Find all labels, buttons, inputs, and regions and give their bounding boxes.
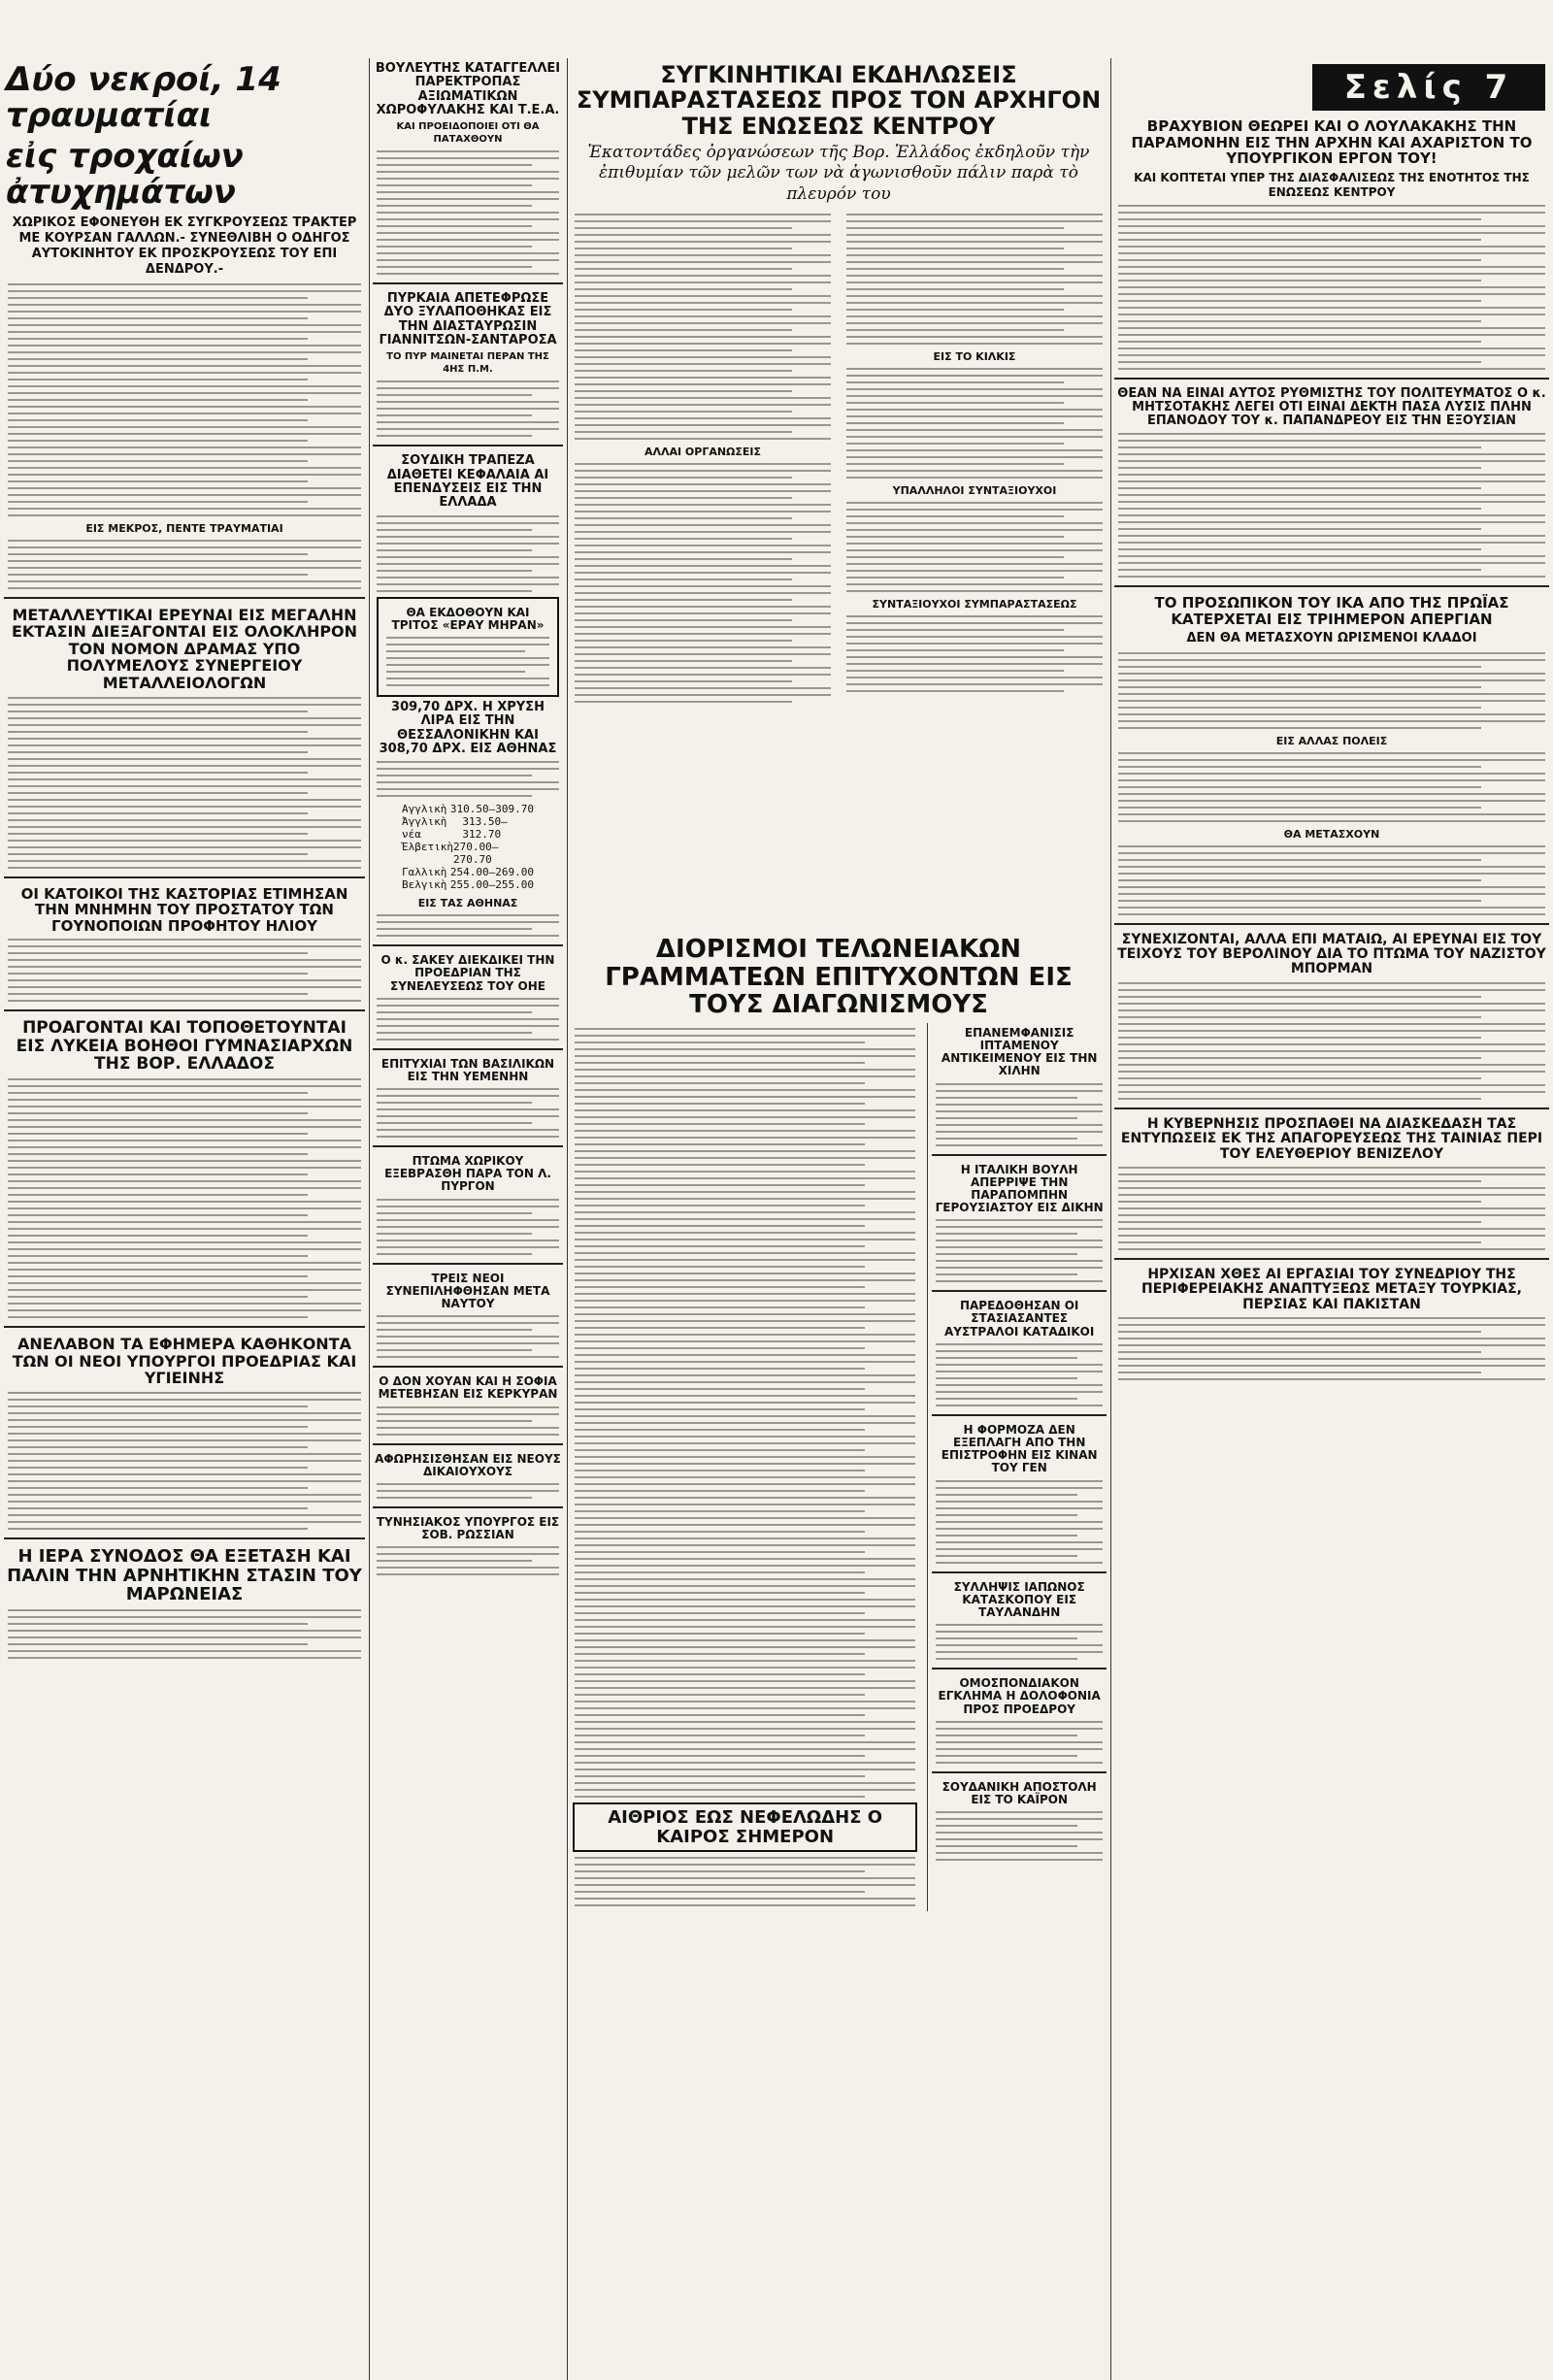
column-3: [571, 58, 1107, 922]
subheadline-support: Ἑκατοντάδες ὀργανώσεων τῆς Βορ. Ἑλλάδος ἐκδηλοῦν τὴν ἐπιθυμίαν τῶν μελῶν των νὰ ἀγωνισθοῦν πάλιν παρὰ τὸ πλευρόν του: [587, 143, 1090, 204]
headline-rcd-conference: ΗΡΧΙΣΑΝ ΧΘΕΣ ΑΙ ΕΡΓΑΣΙΑΙ ΤΟΥ ΣΥΝΕΔΡΙΟΥ ΤΗΣ ΠΕΡΙΦΕΡΕΙΑΚΗΣ ΑΝΑΠΤΥΞΕΩΣ ΜΕΤΑΞΥ ΤΟΥΡΚΙΑΣ, ΠΕΡΣΙΑΣ ΚΑΙ ΠΑΚΙΣΤΑΝ: [1141, 1266, 1522, 1312]
headline-accidents: εἰς τροχαίων ἀτυχημάτων: [6, 136, 244, 213]
headline-weather: ΑΙΘΡΙΟΣ ΕΩΣ ΝΕΦΕΛΩΔΗΣ Ο ΚΑΙΡΟΣ ΣΗΜΕΡΟΝ: [573, 1802, 917, 1853]
headline-kastoria: ΟΙ ΚΑΤΟΙΚΟΙ ΤΗΣ ΚΑΣΤΟΡΙΑΣ ΕΤΙΜΗΣΑΝ ΤΗΝ ΜΝΗΜΗΝ ΤΟΥ ΠΡΟΣΤΑΤΟΥ ΤΩΝ ΓΟΥΝΟΠΟΙΩΝ ΠΡΟΦΗΤΟΥ ΗΛΙΟΥ: [20, 884, 348, 935]
headline-sakey: Ο κ. ΣΑΚΕΥ ΔΙΕΚΔΙΚΕΙ ΤΗΝ ΠΡΟΕΔΡΙΑΝ ΤΗΣ ΣΥΝΕΛΕΥΣΕΩΣ ΤΟΥ ΟΗΕ: [380, 953, 555, 993]
headline-formosa: Η ΦΟΡΜΟΖΑ ΔΕΝ ΕΞΕΠΛΑΓΗ ΑΠΟ ΤΗΝ ΕΠΙΣΤΡΟΦΗΝ ΕΙΣ ΚΙΝΑΝ ΤΟΥ ΓΕΝ: [941, 1422, 1098, 1475]
headline-yemen: ΕΠΙΤΥΧΙΑΙ ΤΩΝ ΒΑΣΙΛΙΚΩΝ ΕΙΣ ΤΗΝ ΥΕΜΕΝΗΝ: [380, 1056, 555, 1083]
box-eray: [377, 597, 559, 697]
headline-mining: ΜΕΤΑΛΛΕΥΤΙΚΑΙ ΕΡΕΥΝΑΙ ΕΙΣ ΜΕΓΑΛΗΝ ΕΚΤΑΣΙΝ ΔΙΕΞΑΓΟΝΤΑΙ ΕΙΣ ΟΛΟΚΛΗΡΟΝ ΤΟΝ ΝΟΜΟΝ ΔΡΑΜΑΣ ΥΠΟ ΠΟΛΥΜΕΛΟΥΣ ΣΥΝΕΡΓΕΙΟΥ ΜΕΤΑΛΛΕΙΟΛΟΓΩΝ: [11, 605, 358, 692]
tag-kilkis: ΕΙΣ ΤΟ ΚΙΛΚΙΣ: [933, 349, 1016, 363]
tag-other-orgs: ΑΛΛΑΙ ΟΡΓΑΝΩΣΕΙΣ: [644, 445, 762, 458]
column-1: [4, 58, 365, 2380]
tag-civil-servants: ΥΠΑΛΛΗΛΟΙ ΣΥΝΤΑΞΙΟΥΧΟΙ: [892, 483, 1057, 497]
headline-australian-convicts: ΠΑΡΕΔΟΘΗΣΑΝ ΟΙ ΣΤΑΣΙΑΣΑΝΤΕΣ ΑΥΣΤΡΑΛΟΙ ΚΑΤΑΔΙΚΟΙ: [943, 1299, 1095, 1339]
column-4: [571, 932, 1107, 2380]
tag-other-cities: ΕΙΣ ΑΛΛΑΣ ΠΟΛΕΙΣ: [1275, 734, 1388, 747]
subheadline-ika: ΔΕΝ ΘΑ ΜΕΤΑΣΧΟΥΝ ΩΡΙΣΜΕΝΟΙ ΚΛΑΔΟΙ: [1186, 631, 1477, 646]
headline-federal-crime: ΟΜΟΣΠΟΝΔΙΑΚΟΝ ΕΓΚΛΗΜΑ Η ΔΟΛΟΦΟΝΙΑ ΠΡΟΣ ΠΡΟΕΔΡΟΥ: [938, 1676, 1101, 1716]
headline-ufo-chile: ΕΠΑΝΕΜΦΑΝΙΣΙΣ ΙΠΤΑΜΕΝΟΥ ΑΝΤΙΚΕΙΜΕΝΟΥ ΕΙΣ ΤΗΝ ΧΙΛΗΝ: [941, 1025, 1098, 1078]
tag-pensioners: ΣΥΝΤΑΞΙΟΥΧΟΙ ΣΥΜΠΑΡΑΣΤΑΣΕΩΣ: [872, 597, 1077, 611]
headline-venizelos-film: Η ΚΥΒΕΡΝΗΣΙΣ ΠΡΟΣΠΑΘΕΙ ΝΑ ΔΙΑΣΚΕΔΑΣΗ ΤΑΣ ΕΝΤΥΠΩΣΕΙΣ ΕΚ ΤΗΣ ΑΠΑΓΟΡΕΥΣΕΩΣ ΤΗΣ ΤΑΙΝΙΑΣ ΠΕΡΙ ΤΟΥ ΕΛΕΥΘΕΡΙΟΥ ΒΕΝΙΖΕΛΟΥ: [1120, 1115, 1543, 1162]
headline-eray: ΘΑ ΕΚΔΟΘΟΥΝ ΚΑΙ ΤΡΙΤΟΣ «ΕΡΑΥ ΜΗΡΑΝ»: [391, 605, 545, 632]
headline-fire: ΠΥΡΚΑΙΑ ΑΠΕΤΕΦΡΩΣΕ ΔΥΟ ΞΥΛΑΠΟΘΗΚΑΣ ΕΙΣ ΤΗΝ ΔΙΑΣΤΑΥΡΩΣΙΝ ΓΙΑΝΝΙΤΣΩΝ-ΣΑΝΤΑΡΟΣΑ: [379, 291, 557, 348]
subheadline-fire: ΤΟ ΠΥΡ ΜΑΙΝΕΤΑΙ ΠΕΡΑΝ ΤΗΣ 4ΗΣ Π.Μ.: [386, 351, 549, 375]
gold-row: Αγγλικὴ 310.50—309.70: [402, 803, 534, 816]
headline-italian-parliament: Η ΙΤΑΛΙΚΗ ΒΟΥΛΗ ΑΠΕΡΡΙΨΕ ΤΗΝ ΠΑΡΑΠΟΜΠΗΝ ΓΕΡΟΥΣΙΑΣΤΟΥ ΕΙΣ ΔΙΚΗΝ: [935, 1162, 1104, 1215]
subheadline-warning: ΚΑΙ ΠΡΟΕΙΔΟΠΟΙΕΙ ΟΤΙ ΘΑ ΠΑΤΑΧΘΟΥΝ: [396, 121, 540, 145]
headline-sudanese-mission: ΣΟΥΔΑΝΙΚΗ ΑΠΟΣΤΟΛΗ ΕΙΣ ΤΟ ΚΑΪΡΟΝ: [942, 1779, 1097, 1806]
headline-two-dead: Δύο νεκροί, 14 τραυματίαι: [6, 60, 281, 136]
column-5: [1114, 115, 1549, 2380]
headline-japanese-spy: ΣΥΛΛΗΨΙΣ ΙΑΠΩΝΟΣ ΚΑΤΑΣΚΟΠΟΥ ΕΙΣ ΤΑΥΛΑΝΔΗΝ: [953, 1579, 1085, 1619]
gold-row: Ἑλβετικὴ 270.00—270.70: [402, 841, 499, 867]
headline-three-youths: ΤΡΕΙΣ ΝΕΟΙ ΣΥΝΕΠΙΛΗΦΘΗΣΑΝ ΜΕΤΑ ΝΑΥΤΟΥ: [385, 1271, 550, 1310]
headline-swedish-bank: ΣΟΥΔΙΚΗ ΤΡΑΠΕΖΑ ΔΙΑΘΕΤΕΙ ΚΕΦΑΛΑΙΑ ΑΙ ΕΠΕΝΔΥΣΕΙΣ ΕΙΣ ΤΗΝ ΕΛΛΑΔΑ: [386, 453, 549, 511]
column-2: [373, 58, 563, 2380]
headline-customs: ΔΙΟΡΙΣΜΟΙ ΤΕΛΩΝΕΙΑΚΩΝ ΓΡΑΜΜΑΤΕΩΝ ΕΠΙΤΥΧΟΝΤΩΝ ΕΙΣ ΤΟΥΣ ΔΙΑΓΩΝΙΣΜΟΥΣ: [605, 935, 1073, 1020]
headline-ika-strike: ΤΟ ΠΡΟΣΩΠΙΚΟΝ ΤΟΥ ΙΚΑ ΑΠΟ ΤΗΣ ΠΡΩΪΑΣ ΚΑΤΕΡΧΕΤΑΙ ΕΙΣ ΤΡΙΗΜΕΡΟΝ ΑΠΕΡΓΙΑΝ: [1154, 594, 1509, 628]
article-body: [8, 283, 361, 516]
headline-promotions: ΠΡΟΑΓΟΝΤΑΙ ΚΑΙ ΤΟΠΟΘΕΤΟΥΝΤΑΙ ΕΙΣ ΛΥΚΕΙΑ ΒΟΗΘΟΙ ΓΥΜΝΑΣΙΑΡΧΩΝ ΤΗΣ ΒΟΡ. ΕΛΛΑΔΟΣ: [16, 1018, 353, 1074]
headline-don-juan: Ο ΔΟΝ ΧΟΥΑΝ ΚΑΙ Η ΣΟΦΙΑ ΜΕΤΕΒΗΣΑΝ ΕΙΣ ΚΕΡΚΥΡΑΝ: [378, 1374, 558, 1402]
headline-bormann: ΣΥΝΕΧΙΖΟΝΤΑΙ, ΑΛΛΑ ΕΠΙ ΜΑΤΑΙΩ, ΑΙ ΕΡΕΥΝΑΙ ΕΙΣ ΤΟΥ ΤΕΙΧΟΥΣ ΤΟΥ ΒΕΡΟΛΙΝΟΥ ΔΙΑ ΤΟ ΠΤΩΜΑ ΤΟΥ ΝΑΖΙΣΤΟΥ ΜΠΟΡΜΑΝ: [1117, 931, 1546, 977]
gold-table: [402, 803, 534, 891]
gold-row: Γαλλικὴ 254.00—269.00: [402, 866, 534, 879]
headline-mitsotakis: ΘΕΑΝ ΝΑ ΕΙΝΑΙ ΑΥΤΟΣ ΡΥΘΜΙΣΤΗΣ ΤΟΥ ΠΟΛΙΤΕΥΜΑΤΟΣ Ο κ. ΜΗΤΣΟΤΑΚΗΣ ΛΕΓΕΙ ΟΤΙ ΕΙΝΑΙ ΔΕΚΤΗ ΠΑΣΑ ΛΥΣΙΣ ΠΛΗΝ ΕΠΑΝΟΔΟΥ ΤΟΥ κ. ΠΑΠΑΝΔΡΕΟΥ ΕΙΣ ΤΗΝ ΕΞΟΥΣΙΑΝ: [1117, 385, 1546, 429]
headline-body-found: ΠΤΩΜΑ ΧΩΡΙΚΟΥ ΕΞΕΒΡΑΣΘΗ ΠΑΡΑ ΤΟΝ Λ. ΠΥΡΓΟΝ: [384, 1154, 551, 1194]
gold-row: Βελγικὴ 255.00—255.00: [402, 878, 534, 892]
headline-tunisian-minister: ΤΥΝΗΣΙΑΚΟΣ ΥΠΟΥΡΓΟΣ ΕΙΣ ΣΟΒ. ΡΩΣΣΙΑΝ: [376, 1514, 560, 1542]
headline-mp-complaint: ΒΟΥΛΕΥΤΗΣ ΚΑΤΑΓΓΕΛΛΕΙ ΠΑΡΕΚΤΡΟΠΑΣ ΑΞΙΩΜΑΤΙΚΩΝ ΧΩΡΟΦΥΛΑΚΗΣ ΚΑΙ Τ.Ε.Α.: [375, 61, 561, 117]
headline-loulakakis: ΒΡΑΧΥΒΙΟΝ ΘΕΩΡΕΙ ΚΑΙ Ο ΛΟΥΛΑΚΑΚΗΣ ΤΗΝ ΠΑΡΑΜΟΝΗΝ ΕΙΣ ΤΗΝ ΑΡΧΗΝ ΚΑΙ ΑΧΑΡΙΣΤΟΝ ΤΟ ΥΠΟΥΡΓΙΚΟΝ ΕΡΓΟΝ ΤΟΥ!: [1131, 117, 1533, 167]
subheadline-tractor: ΧΩΡΙΚΟΣ ΕΦΟΝΕΥΘΗ ΕΚ ΣΥΓΚΡΟΥΣΕΩΣ ΤΡΑΚΤΕΡ ΜΕ ΚΟΥΡΣΑΝ ΓΑΛΛΩΝ.- ΣΥΝΕΘΛΙΒΗ Ο ΟΔΗΓΟΣ ΑΥΤΟΚΙΝΗΤΟΥ ΕΚ ΠΡΟΣΚΡΟΥΣΕΩΣ ΤΟΥ ΕΠΙ ΔΕΝΔΡΟΥ.-: [12, 215, 357, 278]
headline-support: ΣΥΓΚΙΝΗΤΙΚΑΙ ΕΚΔΗΛΩΣΕΙΣ ΣΥΜΠΑΡΑΣΤΑΣΕΩΣ ΠΡΟΣ ΤΟΝ ΑΡΧΗΓΟΝ ΤΗΣ ΕΝΩΣΕΩΣ ΚΕΝΤΡΟΥ: [576, 61, 1102, 140]
gold-row: Ἀγγλικὴ νέα 313.50—312.70: [402, 815, 508, 842]
tag-one-dead: ΕΙΣ ΜΕΚΡΟΣ, ΠΕΝΤΕ ΤΡΑΥΜΑΤΙΑΙ: [85, 521, 283, 535]
tag-will-participate: ΘΑ ΜΕΤΑΣΧΟΥΝ: [1283, 827, 1380, 841]
section-badge: Σελίς 7: [1312, 64, 1545, 111]
tag-athens: ΕΙΣ ΤΑΣ ΑΘΗΝΑΣ: [417, 897, 518, 910]
headline-new-ministers: ΑΝΕΛΑΒΟΝ ΤΑ ΕΦΗΜΕΡΑ ΚΑΘΗΚΟΝΤΑ ΤΩΝ ΟΙ ΝΕΟΙ ΥΠΟΥΡΓΟΙ ΠΡΟΕΔΡΙΑΣ ΚΑΙ ΥΓΙΕΙΝΗΣ: [12, 1335, 357, 1388]
headline-holy-synod: Η ΙΕΡΑ ΣΥΝΟΔΟΣ ΘΑ ΕΞΕΤΑΣΗ ΚΑΙ ΠΑΛΙΝ ΤΗΝ ΑΡΝΗΤΙΚΗΝ ΣΤΑΣΙΝ ΤΟΥ ΜΑΡΩΝΕΙΑΣ: [7, 1545, 362, 1605]
headline-beneficiaries: ΑΦΩΡΗΣΙΣΘΗΣΑΝ ΕΙΣ ΝΕΟΥΣ ΔΙΚΑΙΟΥΧΟΥΣ: [375, 1451, 561, 1478]
subheadline-unity: ΚΑΙ ΚΟΠΤΕΤΑΙ ΥΠΕΡ ΤΗΣ ΔΙΑΣΦΑΛΙΣΕΩΣ ΤΗΣ ΕΝΟΤΗΤΟΣ ΤΗΣ ΕΝΩΣΕΩΣ ΚΕΝΤΡΟΥ: [1134, 170, 1530, 199]
headline-gold-price: 309,70 ΔΡΧ. Η ΧΡΥΣΗ ΛΙΡΑ ΕΙΣ ΤΗΝ ΘΕΣΣΑΛΟΝΙΚΗΝ ΚΑΙ 308,70 ΔΡΧ. ΕΙΣ ΑΘΗΝΑΣ: [379, 699, 557, 756]
